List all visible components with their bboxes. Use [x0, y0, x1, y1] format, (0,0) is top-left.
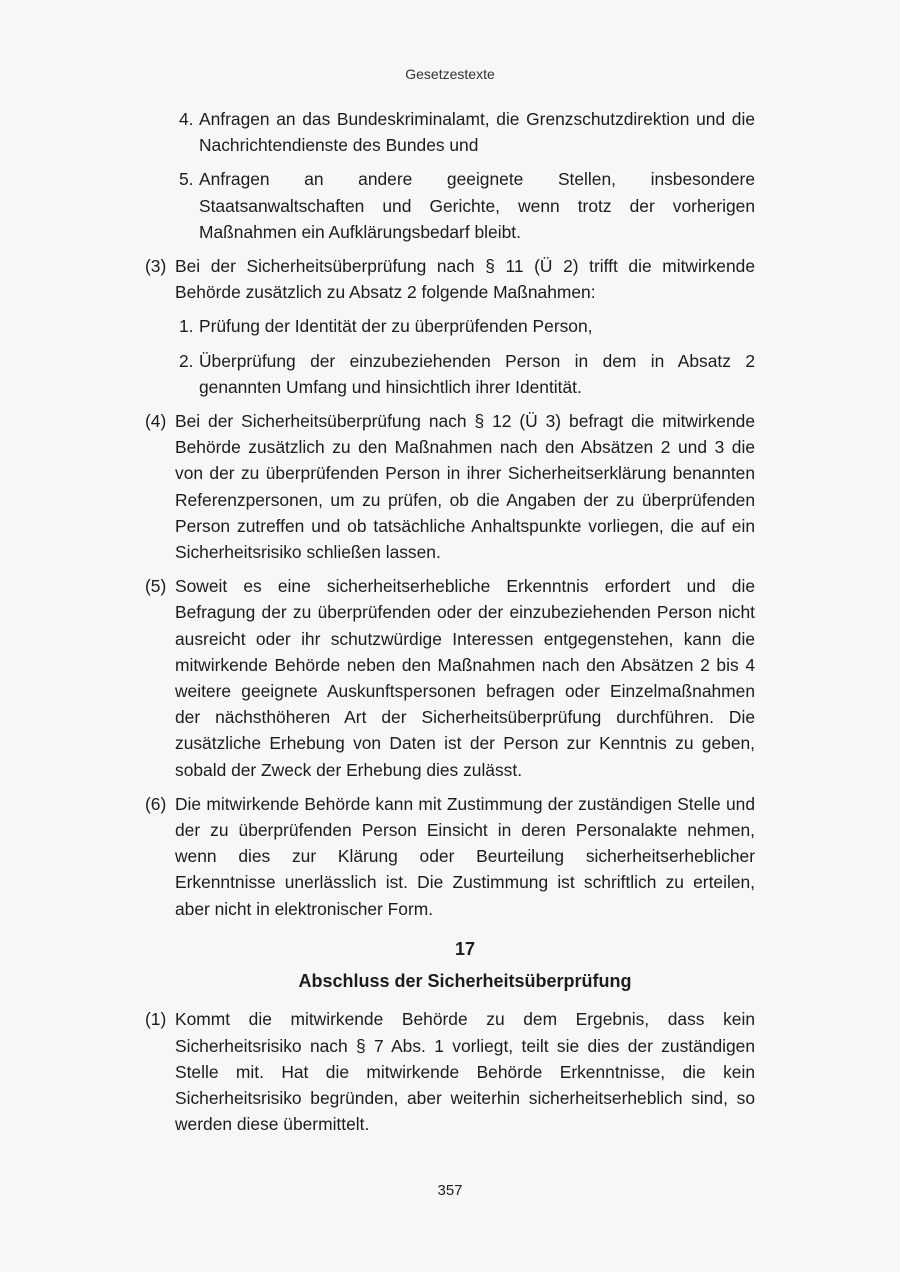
paragraph-number: (5)	[145, 576, 167, 597]
paragraph-text: Kommt die mitwirkende Behörde zu dem Ergebnis, dass kein Sicherheitsrisiko nach § 7 Abs. 1 vorliegt, teilt sie dies der zuständigen Stelle mit. Hat die mitwirkende Behörde Erkenntnisse, die kein Sicherheitsrisiko begründen, aber weiterhin sicherheitserheblich sind, so werden diese übermittelt.	[175, 1009, 755, 1135]
item-number: 5.	[179, 169, 194, 190]
paragraph-text: Bei der Sicherheitsüberprüfung nach § 12 (Ü 3) befragt die mitwirkende Behörde zusätzlich zu den Maßnahmen nach den Absätzen 2 und 3 die von der zu überprüfenden Person in ihrer Sicherheitserklärung benannten Referenzpersonen, um zu prüfen, ob die Angaben der zu überprüfenden Person zutreffen und ob tatsächliche Anhaltspunkte vorliegen, die auf ein Sicherheitsrisiko schließen lassen.	[175, 411, 755, 563]
paragraph-number: (3)	[145, 256, 167, 277]
running-head: Gesetzestexte	[405, 66, 495, 82]
section-paragraph-1	[145, 1006, 755, 1137]
item-text: Anfragen an das Bundeskriminalamt, die Grenzschutzdirektion und die Nachrichtendienste des Bundes und	[199, 109, 755, 156]
item-number: 4.	[179, 109, 194, 129]
paragraph-text: Soweit es eine sicherheitserhebliche Erkenntnis erfordert und die Befragung der zu überprüfenden oder der einzubeziehenden Person nicht ausreicht oder ihr schutzwürdige Interessen entgegenstehen, kann die mitwirkende Behörde neben den Maßnahmen nach den Absätzen 2 bis 4 weitere geeignete Auskunftspersonen befragen oder Einzelmaßnahmen der nächsthöheren Art der Sicherheitsüberprüfung durchführen. Die zusätzliche Erhebung von Daten ist der Person zur Kenntnis zu geben, sobald der Zweck der Erhebung dies zulässt.	[175, 576, 755, 780]
list-item-2	[175, 348, 755, 400]
list-item-1	[175, 313, 755, 339]
page-number: 357	[437, 1182, 463, 1199]
paragraph-number: (6)	[145, 793, 167, 814]
section-title: Abschluss der Sicherheitsüberprüfung	[298, 971, 632, 992]
item-number: 2.	[179, 350, 194, 371]
paragraph-5	[145, 573, 755, 783]
paragraph-text: Bei der Sicherheitsüberprüfung nach § 11 (Ü 2) trifft die mitwirkende Behörde zusätzlich zu Absatz 2 folgende Maßnahmen:	[175, 256, 755, 303]
item-text: Prüfung der Identität der zu überprüfenden Person,	[199, 316, 593, 337]
body-text	[145, 106, 755, 1145]
paragraph-number: (4)	[145, 411, 167, 432]
item-text: Überprüfung der einzubeziehenden Person in dem in Absatz 2 genannten Umfang und hinsichtlich ihrer Identität.	[199, 350, 755, 397]
paragraph-number: (1)	[145, 1009, 167, 1030]
list-item-5	[175, 166, 755, 245]
paragraph-6	[145, 791, 755, 922]
paragraph-text: Die mitwirkende Behörde kann mit Zustimmung der zuständigen Stelle und der zu überprüfenden Person Einsicht in deren Personalakte nehmen, wenn dies zur Klärung oder Beurteilung sicherheitserheblicher Erkenntnisse unerlässlich ist. Die Zustimmung ist schriftlich zu erteilen, aber nicht in elektronischer Form.	[175, 793, 755, 919]
paragraph-4	[145, 408, 755, 565]
item-number: 1.	[179, 316, 194, 337]
paragraph-3	[145, 253, 755, 305]
list-item-4	[175, 106, 755, 158]
item-text: Anfragen an andere geeignete Stellen, insbesondere Staatsanwaltschaften und Gerichte, wenn trotz der vorherigen Maßnahmen ein Aufklärungsbedarf bleibt.	[199, 169, 755, 242]
section-number: 17	[454, 938, 476, 959]
